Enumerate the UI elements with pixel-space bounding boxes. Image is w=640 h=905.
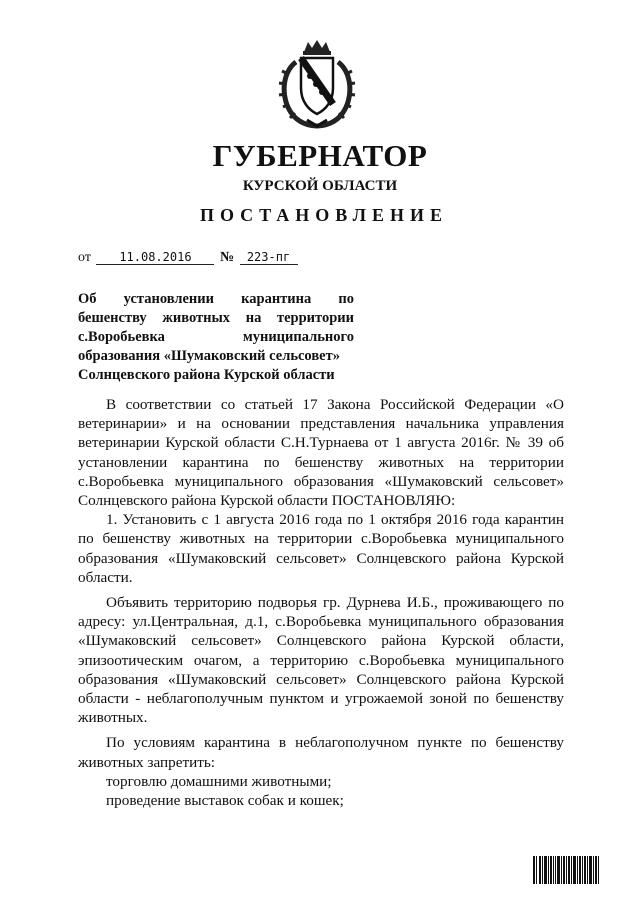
heading-line: Солнцевского района Курской области [78,367,335,383]
body-line: области - неблагополучным пунктом и угрожаемой зоной по бешенству [78,690,564,708]
barcode-icon [533,856,599,884]
body-line: По условиям карантина в неблагополучном пункте по бешенству [106,734,564,752]
number-label: № [219,250,235,265]
from-label: от [78,250,91,265]
body-line: по бешенству животных на территории с.Воробьевка муниципального [78,530,564,548]
date-number-line [78,250,298,266]
body-line: Объявить территорию подворья гр. Дурнева И.Б., проживающего по [106,594,564,612]
governor-title: ГУБЕРНАТОР [212,138,428,173]
coat-of-arms-icon [274,38,360,130]
heading-line: образования «Шумаковский сельсовет» [78,348,340,364]
document-body [78,395,564,810]
body-line: образования «Шумаковский сельсовет» Солнцевского района Курской [78,670,564,688]
heading-line: бешенству животных на территории [78,310,354,326]
body-line: с.Воробьевка муниципального образования «Шумаковский сельсовет» [78,472,564,490]
document-heading [78,290,354,385]
body-line: Солнцевского района Курской области ПОСТАНОВЛЯЮ: [78,492,456,510]
heading-line: с.Воробьевка муниципального [78,329,354,345]
body-line: ветеринарии» и на основании представления начальника управления [78,415,564,433]
body-line: проведение выставок собак и кошек; [106,792,344,810]
body-line: животных запретить: [78,753,215,771]
body-line: адресу: ул.Центральная, д.1, с.Воробьевка муниципального образования [78,613,564,631]
body-line: образования «Шумаковский сельсовет» Солнцевского района Курской [78,549,564,567]
body-line: 1. Установить с 1 августа 2016 года по 1 октября 2016 года карантин [106,511,564,529]
document-date: 11.08.2016 [96,250,214,265]
heading-line: Об установлении карантина по [78,291,354,307]
body-line: торговлю домашними животными; [106,772,332,790]
region-subtitle: КУРСКОЙ ОБЛАСТИ [242,178,398,194]
body-line: ветеринарии Курской области С.Н.Турнаева от 1 августа 2016г. № 39 об [78,434,564,452]
body-line: области. [78,568,133,586]
body-line: установлении карантина по бешенству животных на территории [78,453,564,471]
body-line: животных. [78,709,148,727]
body-line: В соответствии со статьей 17 Закона Российской Федерации «О [106,396,564,413]
document-number: 223-пг [240,250,298,265]
body-line: эпизоотическим очагом, а территорию с.Воробьевка муниципального [78,651,564,669]
document-type: ПОСТАНОВЛЕНИЕ [199,205,449,225]
body-line: «Шумаковский сельсовет» Солнцевского района Курской области, [78,632,564,650]
